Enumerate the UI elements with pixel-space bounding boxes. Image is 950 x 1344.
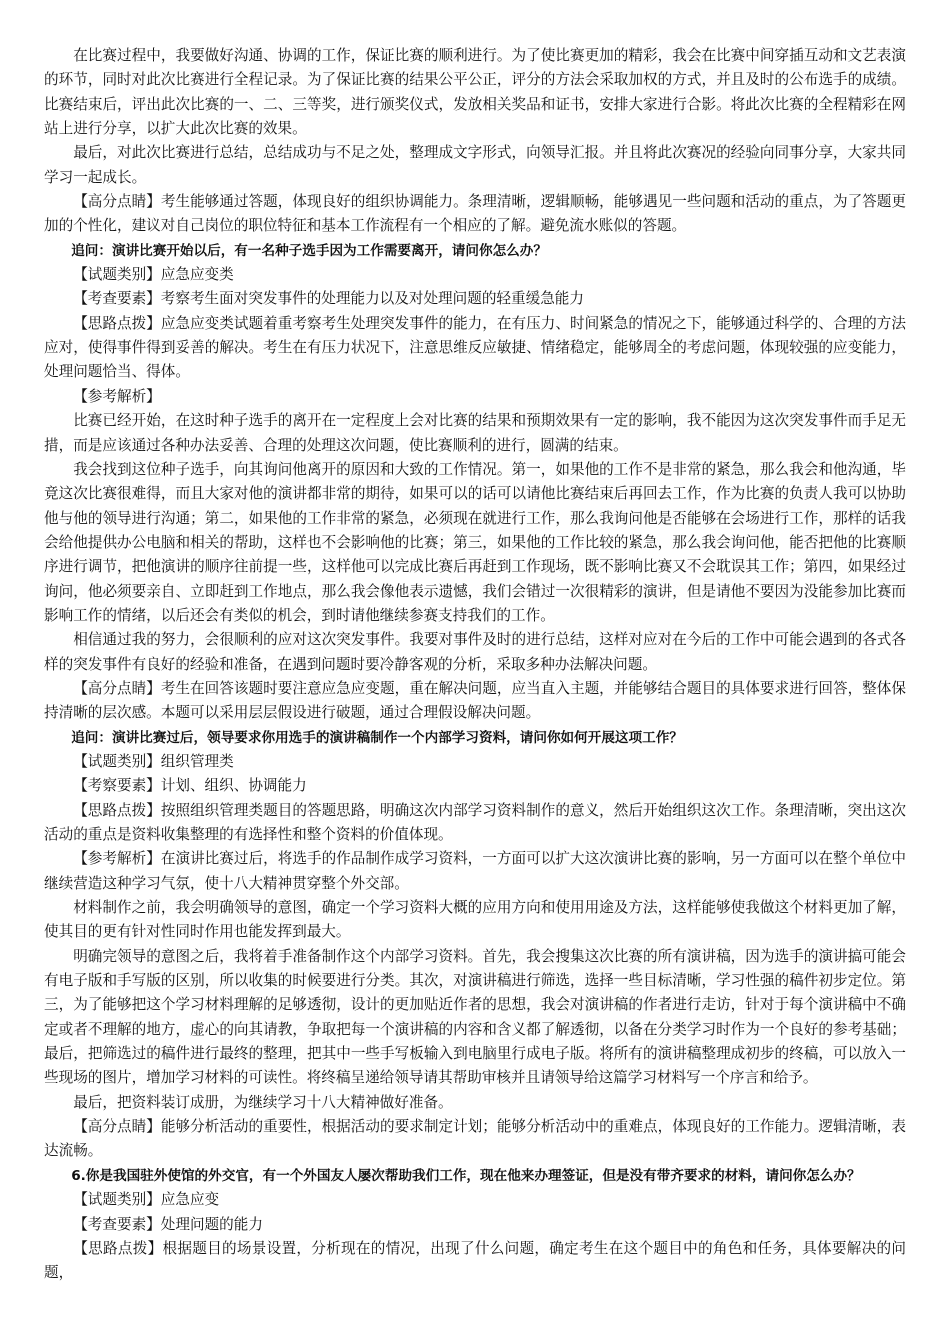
paragraph: 最后，把资料装订成册，为继续学习十八大精神做好准备。	[73, 1093, 453, 1111]
question-heading: 追问：演讲比赛过后，领导要求你用选手的演讲稿制作一个内部学习资料，请问你如何开展这项工作？	[71, 729, 683, 746]
approach-hint: 【思路点拨】根据题目的场景设置，分析现在的情况，出现了什么问题，确定考生在这个题目中的角色和任务，具体要解决的问题，	[44, 1239, 906, 1282]
assessment-elements: 【考查要素】考察考生面对突发事件的处理能力以及对处理问题的轻重缓急能力	[73, 290, 584, 308]
paragraph: 相信通过我的努力，会很顺利的应对这次突发事件。我要对事件及时的进行总结，这样对应对在今后的工作中可能会遇到的各式各样的突发事件有良好的经验和准备，在遇到问题时要冷静客观的分析，采取多种办法解决问题。	[44, 631, 906, 673]
high-score-note: 【高分点睛】能够分析活动的重要性，根据活动的要求制定计划；能够分析活动中的重难点，体现良好的工作能力。逻辑清晰，表达流畅。	[44, 1118, 906, 1160]
assessment-elements: 【考察要素】计划、组织、协调能力	[73, 777, 307, 795]
approach-hint: 【思路点拨】按照组织管理类题目的答题思路，明确这次内部学习资料制作的意义，然后开始组织这次工作。条理清晰，突出这次活动的重点是资料收集整理的有选择性和整个资料的价值体现。	[44, 801, 906, 843]
question-category: 【试题类别】组织管理类	[73, 752, 234, 770]
paragraph: 最后，对此次比赛进行总结，总结成功与不足之处，整理成文字形式，向领导汇报。并且将此次赛况的经验向同事分享，大家共同学习一起成长。	[44, 144, 906, 186]
paragraph: 明确完领导的意图之后，我将着手准备制作这个内部学习资料。首先，我会搜集这次比赛的所有演讲稿，因为选手的演讲搞可能会有电子版和手写版的区别，所以收集的时候要进行分类。其次，对演讲稿进行筛选，选择一些目标清晰，学习性强的稿件初步定位。第三，为了能够把这个学习材料理解的足够透彻，设计的更加贴近作者的思想，我会对演讲稿的作者进行走访，针对于每个演讲稿中不确定或者不理解的地方，虚心的向其请教，争取把每一个演讲稿的内容和含义都了解透彻，以备在分类学习时作为一个良好的参考基础；最后，把筛选过的稿件进行最终的整理，把其中一些手写板输入到电脑里行成电子版。将所有的演讲稿整理成初步的终稿，可以放入一些现场的图片，增加学习材料的可读性。将终稿呈递给领导请其帮助审核并且请领导给这篇学习材料写一个序言和给予。	[44, 947, 906, 1087]
high-score-note: 【高分点睛】考生在回答该题时要注意应急应变题，重在解决问题，应当直入主题，并能够结合题目的具体要求进行回答，整体保持清晰的层次感。本题可以采用层层假设进行破题，通过合理假设解决问题。	[44, 679, 906, 722]
paragraph: 比赛已经开始，在这时种子选手的离开在一定程度上会对比赛的结果和预期效果有一定的影响，我不能因为这次突发事件而手足无措，而是应该通过各种办法妥善、合理的处理这次问题，使比赛顺利的进行，圆满的结束。	[44, 412, 906, 454]
paragraph: 在比赛过程中，我要做好沟通、协调的工作，保证比赛的顺利进行。为了使比赛更加的精彩，我会在比赛中间穿插互动和文艺表演的环节，同时对此次比赛进行全程记录。为了保证比赛的结果公平公正，评分的方法会采取加权的方式，并且及时的公布选手的成绩。比赛结束后，评出此次比赛的一、二、三等奖，进行颁奖仪式，发放相关奖品和证书，安排大家进行合影。将此次比赛的全程精彩在网站上进行分享，以扩大此次比赛的效果。	[44, 47, 906, 138]
question-category: 【试题类别】应急应变类	[73, 266, 234, 284]
reference-answer-label: 【参考解析】	[73, 387, 161, 405]
reference-answer: 【参考解析】在演讲比赛过后，将选手的作品制作成学习资料，一方面可以扩大这次演讲比赛的影响，另一方面可以在整个单位中继续营造这种学习气氛，使十八大精神贯穿整个外交部。	[44, 850, 906, 892]
approach-hint: 【思路点拨】应急应变类试题着重考察考生处理突发事件的能力，在有压力、时间紧急的情况之下，能够通过科学的、合理的方法应对，使得事件得到妥善的解决。考生在有压力状况下，注意思维反应敏捷、情绪稳定，能够周全的考虑问题，体现较强的应变能力，处理问题恰当、得体。	[44, 314, 906, 381]
assessment-elements: 【考查要素】处理问题的能力	[73, 1215, 263, 1233]
document-page	[44, 44, 906, 1286]
question-category: 【试题类别】应急应变	[73, 1191, 220, 1209]
paragraph: 我会找到这位种子选手，向其询问他离开的原因和大致的工作情况。第一，如果他的工作不是非常的紧急，那么我会和他沟通，毕竟这次比赛很难得，而且大家对他的演讲都非常的期待，如果可以的话可以请他比赛结束后再回去工作，作为比赛的负责人我可以协助他与他的领导进行沟通；第二，如果他的工作非常的紧急，必须现在就进行工作，那么我询问他是否能够在会场进行工作，那样的话我会给他提供办公电脑和相关的帮助，这样也不会影响他的比赛；第三，如果他的工作比较的紧急，那么我会询问他，能否把他的比赛顺序进行调节，把他演讲的顺序往前提一些，这样他可以完成比赛后再赶到工作现场，既不影响比赛又不会耽误其工作；第四，如果经过询问，他必须要亲自、立即赶到工作地点，那么我会像他表示遗憾，我们会错过一次很精彩的演讲，但是请他不要因为没能参加比赛而影响工作的情绪，以后还会有类似的机会，到时请他继续参赛支持我们的工作。	[44, 460, 906, 624]
paragraph: 材料制作之前，我会明确领导的意图，确定一个学习资料大概的应用方向和使用用途及方法，这样能够使我做这个材料更加了解，使其目的更有针对性同时作用也能发挥到最大。	[44, 899, 906, 941]
high-score-note: 【高分点睛】考生能够通过答题，体现良好的组织协调能力。条理清晰，逻辑顺畅，能够遇见一些问题和活动的重点，为了答题更加的个性化，建议对自己岗位的职位特征和基本工作流程有一个相应的了解。避免流水账似的答题。	[44, 193, 906, 235]
question-heading: 6.你是我国驻外使馆的外交官，有一个外国友人屡次帮助我们工作，现在他来办理签证，但是没有带齐要求的材料，请问你怎么办？	[71, 1167, 861, 1184]
question-heading: 追问：演讲比赛开始以后，有一名种子选手因为工作需要离开，请问你怎么办？	[71, 242, 547, 259]
